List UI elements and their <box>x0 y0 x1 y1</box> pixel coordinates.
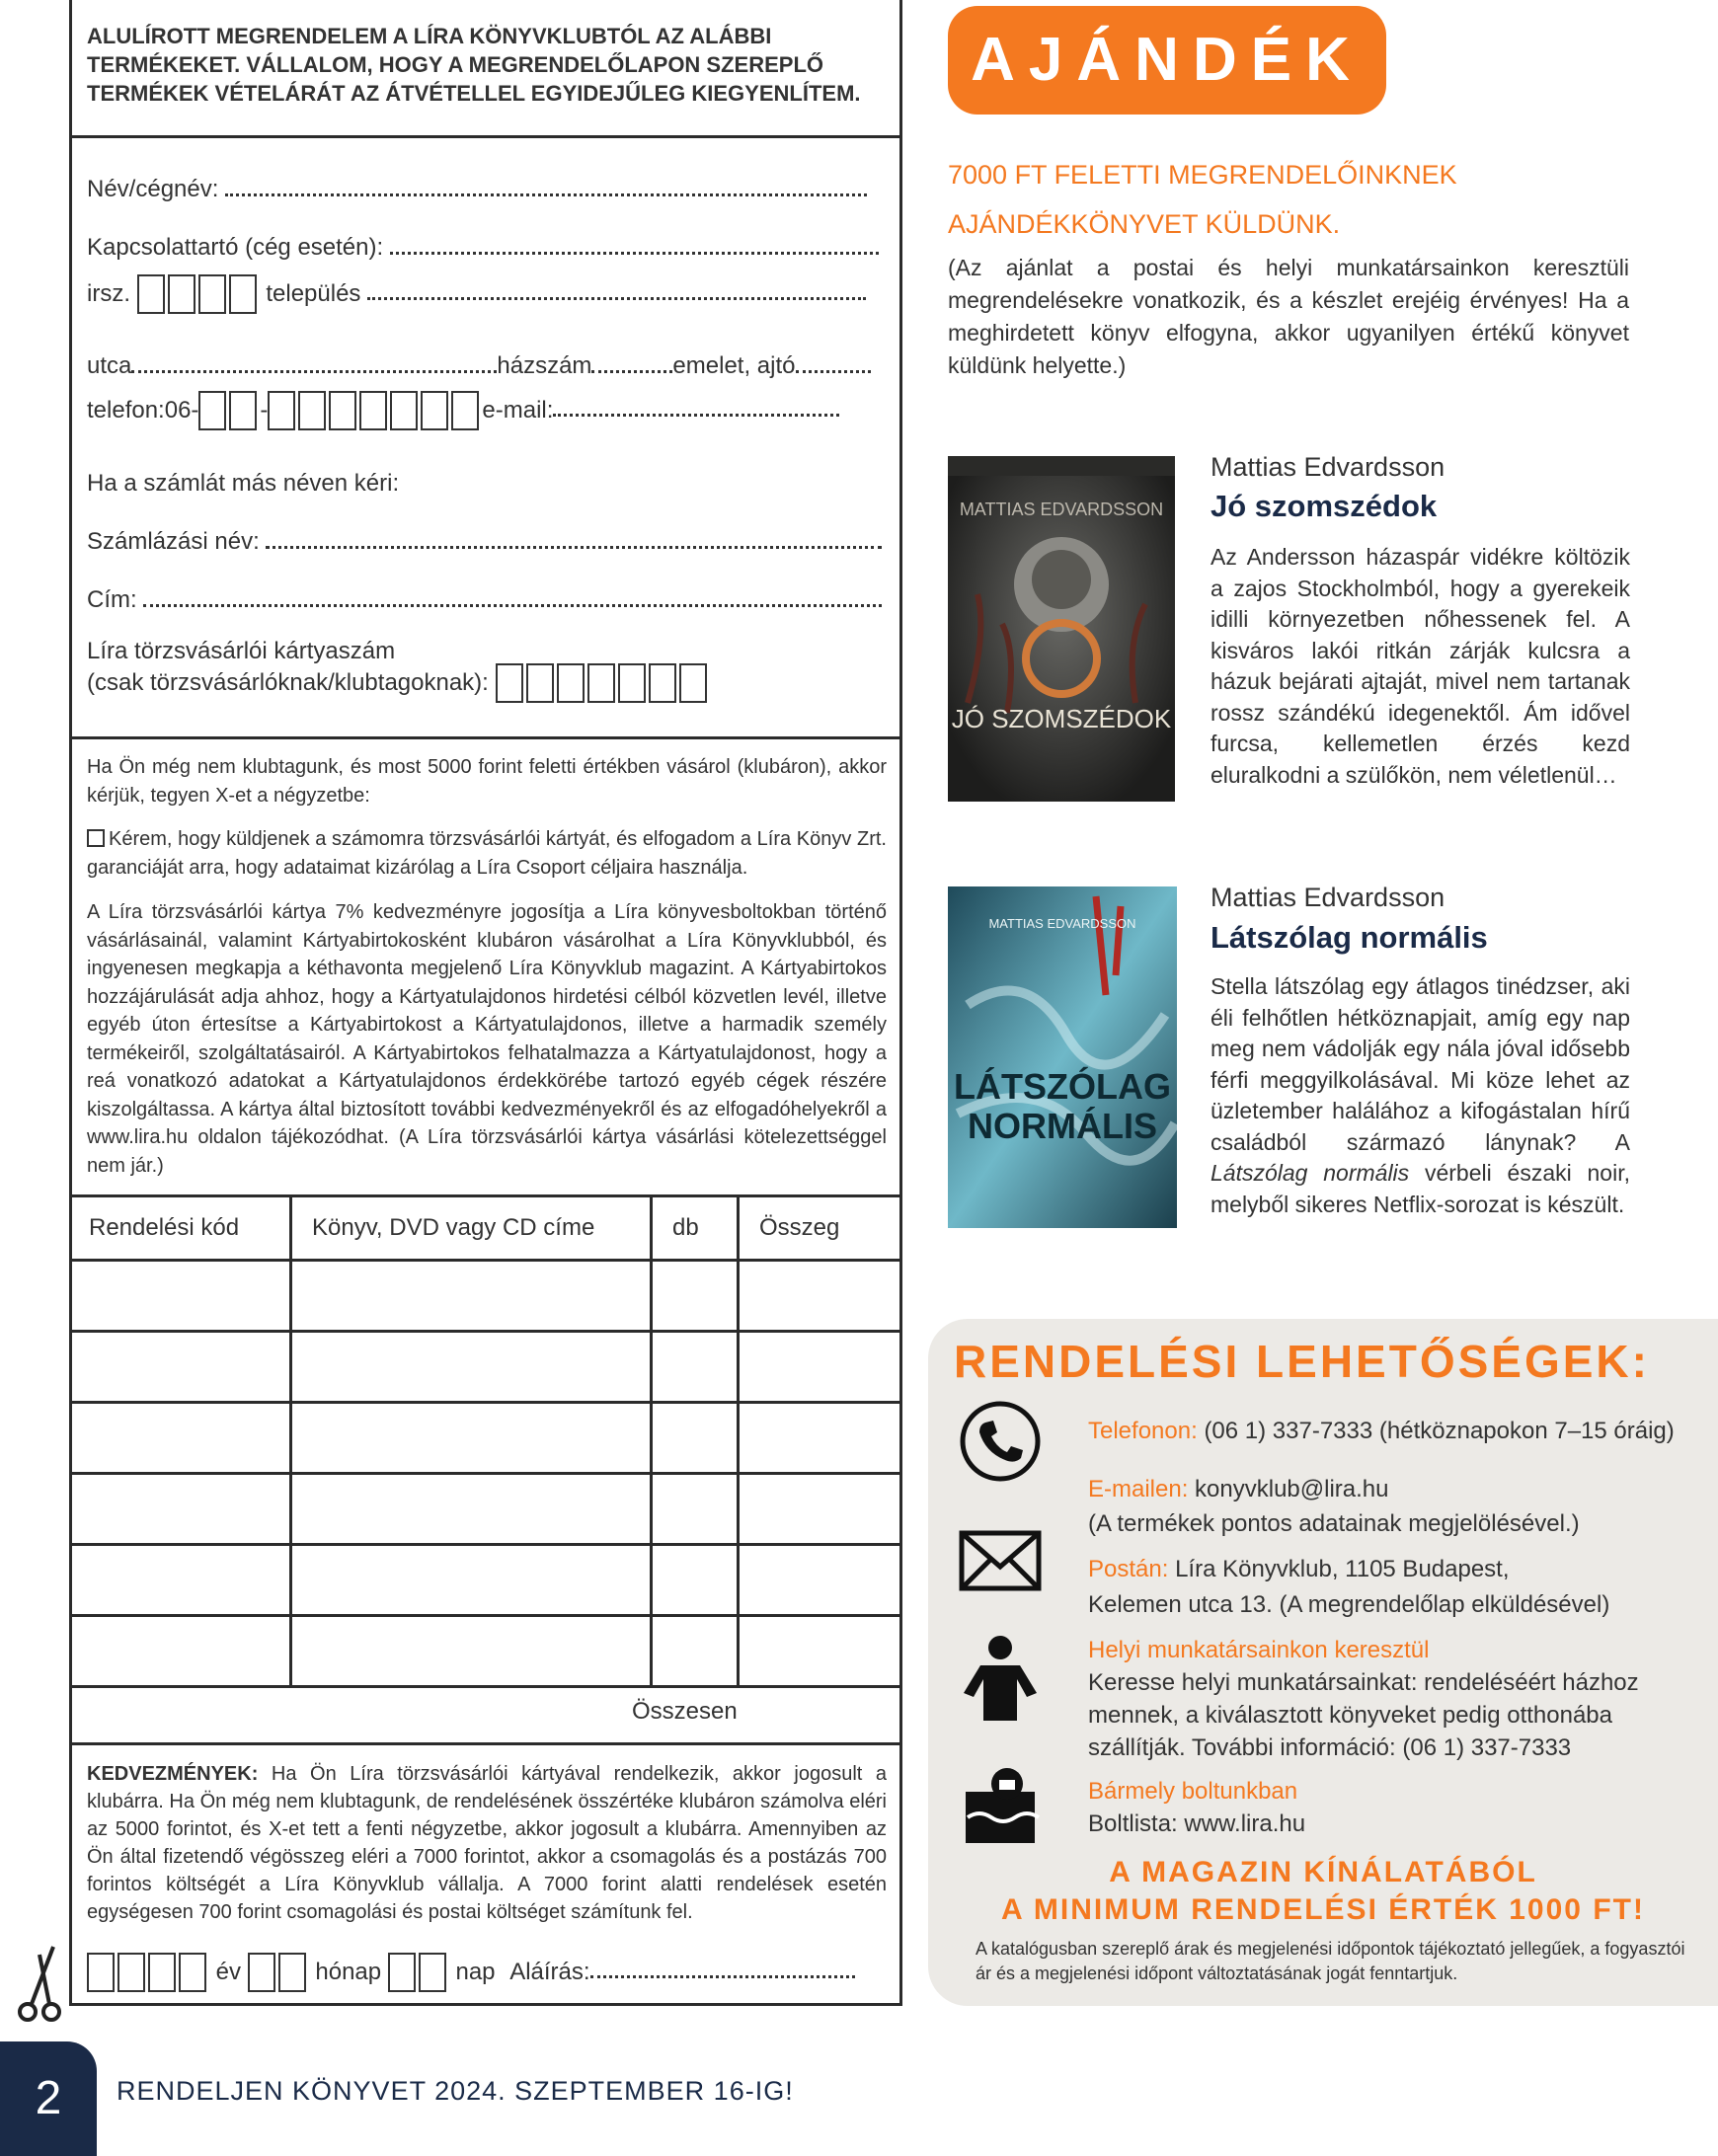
zip-city-field[interactable]: irsz. település <box>87 274 866 314</box>
book-title[interactable]: Jó szomszédok <box>1210 489 1438 523</box>
cover-author: MATTIAS EDVARDSSON <box>959 500 1164 519</box>
column-header: Összeg <box>739 1196 903 1261</box>
table-header-row <box>69 1196 902 1261</box>
option-email-note: (A termékek pontos adatainak megjelölésével.) <box>1088 1510 1580 1537</box>
phone-icon <box>956 1397 1045 1486</box>
book-author: Mattias Edvardsson <box>1210 452 1445 482</box>
column-header: Rendelési kód <box>69 1196 291 1261</box>
table-row[interactable] <box>69 1332 902 1403</box>
card-number-boxes[interactable] <box>496 668 710 695</box>
table-row[interactable] <box>69 1261 902 1332</box>
discount-text: KEDVEZMÉNYEK: Ha Ön Líra törzsvásárlói kártyával rendelkezik, akkor jogosult a klubárra. Ha Ön még nem klubtagunk, de rendelésének összértéke klubáron számolva eléri az 5000 forintot, és X-et tett a fenti négyzetbe, akkor jogosult a klubárra. Amennyiben az Ön által fizetendő végösszeg eléri a 7000 forintot, akkor a csomagolás és a postázás 700 forintos költségét a Líra Könyvklub vállalja. A 7000 forint alatti rendelések esetén egységesen 700 forint csomagolási és postai költséget számítunk fel. <box>87 1763 887 1923</box>
phone-number-boxes[interactable] <box>268 396 482 423</box>
option-post[interactable]: Postán: Líra Könyvklub, 1105 Budapest, <box>1088 1556 1510 1582</box>
column-header: db <box>652 1196 739 1261</box>
cover-title: JÓ SZOMSZÉDOK <box>951 704 1172 733</box>
table-row[interactable] <box>69 1403 902 1474</box>
book-author: Mattias Edvardsson <box>1210 883 1445 912</box>
cover-author: MATTIAS EDVARDSSON <box>988 916 1136 931</box>
divider <box>69 736 902 739</box>
form-header: ALULÍROTT MEGRENDELEM A LÍRA KÖNYVKLUBTÓL AZ ALÁBBI TERMÉKEKET. VÁLLALOM, HOGY A MEGRENDELŐLAPON SZEREPLŐ TERMÉKEK VÉTELÁRÁT AZ ÁTVÉTELLEL EGYIDEJŰLEG KIEGYENLÍTEM. <box>87 24 861 106</box>
other-name-label: Ha a számlát más néven kéri: <box>87 470 400 497</box>
page-number: 2 <box>0 2041 97 2156</box>
shop-icon <box>956 1762 1045 1851</box>
card-request[interactable]: Kérem, hogy küldjenek a számomra törzsvásárlói kártyát, és elfogadom a Líra Könyv Zrt. garanciáját arra, hogy adataimat kizárólag a Líra Csoport céljaira használja. <box>87 828 887 879</box>
table-row[interactable] <box>69 1474 902 1545</box>
cover-title: NORMÁLIS <box>968 1106 1157 1146</box>
name-field[interactable]: Név/cégnév: <box>87 176 867 203</box>
address-field[interactable]: Cím: <box>87 586 882 614</box>
card-label: Líra törzsvásárlói kártyaszám <box>87 638 396 664</box>
option-shop[interactable]: Bármely boltunkban Boltlista: www.lira.hu <box>1088 1778 1306 1837</box>
envelope-icon <box>956 1515 1045 1604</box>
gift-headline: 7000 FT FELETTI MEGRENDELŐINKNEK AJÁNDÉKKÖNYVET KÜLDÜNK. <box>948 160 1457 239</box>
book-cover-latszolag-normalis[interactable] <box>948 886 1177 1228</box>
zip-boxes[interactable] <box>137 279 260 306</box>
option-post-address: Kelemen utca 13. (A megrendelőlap elküldésével) <box>1088 1591 1610 1618</box>
promo-line-1: A MAGAZIN KÍNÁLATÁBÓL <box>1109 1856 1537 1888</box>
divider <box>69 1742 902 1745</box>
contact-field[interactable]: Kapcsolattartó (cég esetén): <box>87 234 879 262</box>
footer-text: RENDELJEN KÖNYVET 2024. SZEPTEMBER 16-IG! <box>117 2076 794 2106</box>
order-table <box>69 1194 902 1688</box>
book-title[interactable]: Látszólag normális <box>1210 920 1488 955</box>
option-phone[interactable]: Telefonon: (06 1) 337-7333 (hétköznapokon 7–15 óráig) <box>1088 1418 1675 1444</box>
scissors-icon <box>10 1945 69 2024</box>
gift-note: (Az ajánlat a postai és helyi munkatársainkon keresztüli megrendelésekre vonatkozik, és a készlet erejéig érvényes! Ha a meghirdetett könyv elfogyna, akkor ugyanilyen értékű könyvet küldünk helyette.) <box>948 255 1629 378</box>
option-email[interactable]: E-mailen: konyvklub@lira.hu <box>1088 1476 1389 1502</box>
card-request-checkbox[interactable] <box>87 829 105 847</box>
divider <box>69 135 902 138</box>
table-row[interactable] <box>69 1616 902 1687</box>
book-description: Stella látszólag egy átlagos tinédzser, aki éli felhőtlen hétköznapjait, amíg egy nap meg nem vádolják egy nála jóval idősebb férfi meggyilkolásával. Mi köze lehet az üzletember halálához a kifogástalan hírű családból származó lánynak? A Látszólag normális vérbeli északi noir, melyből sikeres Netflix-sorozat is készült. <box>1210 973 1630 1217</box>
club-intro: Ha Ön még nem klubtagunk, és most 5000 forint feletti értékben vásárol (klubáron), akkor kérjük, tegyen X-et a négyzetbe: <box>87 756 887 807</box>
cover-title: LÁTSZÓLAG <box>954 1066 1171 1107</box>
table-row[interactable] <box>69 1545 902 1616</box>
year-boxes[interactable] <box>87 1958 209 1984</box>
person-icon <box>956 1634 1045 1723</box>
area-code-boxes[interactable] <box>198 396 260 423</box>
card-field[interactable]: (csak törzsvásárlóknak/klubtagoknak): <box>87 663 710 703</box>
gift-badge: AJÁNDÉK <box>948 6 1386 115</box>
book-description: Az Andersson házaspár vidékre költözik a zajos Stockholmból, hogy a gyerekeik idilli környezetben nőhessenek fel. A kisváros lakói ritkán zárják kulcsra a házuk bejárati ajtaját, mivel nem tartanak rossz szándékú idegenektől. Ám idővel furcsa, kellemetlen érzés kezd eluralkodni a szülőkön, nem véletlenül… <box>1210 544 1630 788</box>
day-boxes[interactable] <box>388 1958 449 1984</box>
month-boxes[interactable] <box>248 1958 309 1984</box>
date-signature-row[interactable]: év hónap nap Aláírás: <box>87 1953 855 1992</box>
promo-line-2: A MINIMUM RENDELÉSI ÉRTÉK 1000 FT! <box>1001 1893 1645 1926</box>
sum-label: Összesen <box>632 1698 738 1725</box>
order-options-title: RENDELÉSI LEHETŐSÉGEK: <box>954 1336 1650 1387</box>
column-header: Könyv, DVD vagy CD címe <box>291 1196 652 1261</box>
street-field[interactable]: utca házszám emelet, ajtó <box>87 352 871 380</box>
phone-email-field[interactable]: telefon:06- - e-mail: <box>87 391 839 430</box>
option-local[interactable]: Helyi munkatársainkon keresztül Keresse helyi munkatársainkat: rendeléséért házhoz mennek, a kiválasztott könyveket pedig otthonába szállítják. További információ: (06 1) 337-7333 <box>1088 1637 1639 1761</box>
disclaimer: A katalógusban szereplő árak és megjelenési időpontok tájékoztató jellegűek, a fogyasztói ár és a megjelenési időpont változtatásának jogát fenntartjuk. <box>976 1939 1685 1983</box>
billing-name-field[interactable]: Számlázási név: <box>87 528 882 556</box>
card-terms: A Líra törzsvásárlói kártya 7% kedvezményre jogosítja a Líra könyvesboltokban történő vásárlásainál, valamint Kártyabirtokosként klubáron vásárolhat a Líra Könyvklubból, és ingyenesen megkapja a kéthavonta megjelenő Líra Könyvklub magazint. A Kártyabirtokos hozzájárulását adja ahhoz, hogy a Kártyatulajdonos hirdetési célból közvetlen levél, illetve egyéb úton értesítse a Kártyabirtokost a Kártyatulajdonos, illetve a harmadik személy termékeiről, szolgáltatásairól. A Kártyabirtokos felhatalmazza a Kártyatulajdonost, hogy a reá vonatkozó adatokat a Kártyatulajdonos érdekkörébe tartozó egyéb cégek részére kiszolgáltassa. A kártya által biztosított további kedvezményekről és az elfogadóhelyekről a www.lira.hu oldalon tájékozódhat. (A Líra törzsvásárlói kártya vásárlási kötelezettséggel nem jár.) <box>87 901 887 1177</box>
book-cover-jo-szomszedok[interactable] <box>948 456 1175 802</box>
